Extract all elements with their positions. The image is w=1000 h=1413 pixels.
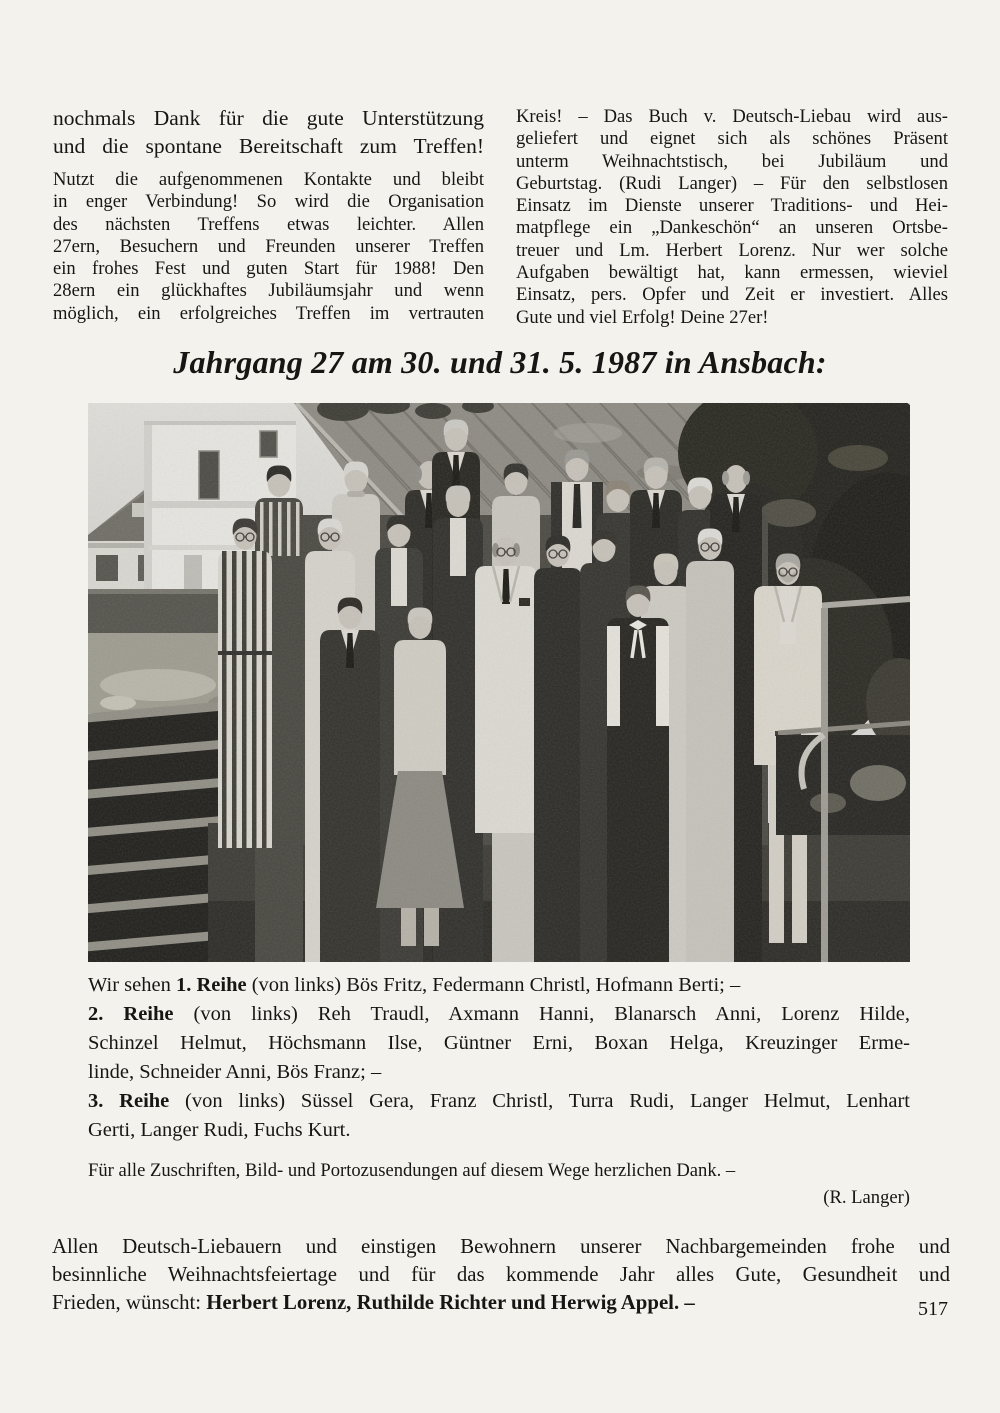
text-line: Gerti, Langer Rudi, Fuchs Kurt.: [88, 1119, 351, 1141]
group-photo: [88, 403, 910, 962]
text-line: 2. Reihe (von links) Reh Traudl, Axmann Hanni, Blanarsch Anni, Lorenz Hilde,: [88, 1003, 910, 1025]
text-line: Geburtstag. (Rudi Langer) – Für den selbstlosen: [516, 172, 948, 194]
text-line: des nächsten Treffens etwas leichter. Allen: [53, 213, 484, 235]
text-line: unterm Weihnachtstisch, bei Jubiläum und: [516, 150, 948, 172]
text-line: und die spontane Bereitschaft zum Treffen!: [53, 134, 484, 158]
text-line: Frieden, wünscht: Herbert Lorenz, Ruthilde Richter und Herwig Appel. –: [52, 1291, 695, 1314]
text-line: Nutzt die aufgenommenen Kontakte und bleibt: [53, 169, 484, 190]
text-line: matpflege ein „Dankeschön“ an unseren Ortsbe-: [516, 217, 948, 239]
article-headline: Jahrgang 27 am 30. und 31. 5. 1987 in Ansbach:: [173, 344, 827, 380]
text-line: ein frohes Fest und guten Start für 1988! Den: [53, 258, 484, 280]
closing-paragraph: [52, 1233, 950, 1317]
text-line: besinnliche Weihnachtsfeiertage und für das kommende Jahr alles Gute, Gesundheit und: [52, 1263, 950, 1286]
text-line: Wir sehen 1. Reihe (von links) Bös Fritz, Federmann Christl, Hofmann Berti; –: [88, 974, 741, 996]
text-line: in enger Verbindung! So wird die Organisation: [53, 191, 484, 213]
text-line: Für alle Zuschriften, Bild- und Portozusendungen auf diesem Wege herzlichen Dank. –: [88, 1160, 736, 1181]
text-line: 27ern, Besuchern und Freunden unserer Treffen: [53, 235, 484, 257]
text-line: treuer und Lm. Herbert Lorenz. Nur wer solche: [516, 239, 948, 261]
text-line: geliefert und eignet sich als schönes Präsent: [516, 128, 948, 150]
text-line: Schinzel Helmut, Höchsmann Ilse, Güntner Erni, Boxan Helga, Kreuzinger Erme-: [88, 1032, 910, 1054]
left-text-column: [53, 104, 484, 325]
text-line: nochmals Dank für die gute Unterstützung: [53, 106, 484, 130]
intro-paragraph: [53, 104, 484, 160]
body-paragraph-left: [53, 169, 484, 325]
text-line: Einsatz im Dienste unserer Traditions- und Hei-: [516, 195, 948, 217]
text-line: (R. Langer): [823, 1187, 910, 1208]
photo-grain: [88, 403, 910, 962]
text-line: Gute und viel Erfolg! Deine 27er!: [516, 306, 769, 328]
text-line: Einsatz, pers. Opfer und Zeit er investiert. Alles: [516, 284, 948, 306]
right-text-column: [516, 106, 948, 329]
photo-caption: [88, 971, 910, 1145]
text-line: 28ern ein glückhaftes Jubiläumsjahr und wenn: [53, 280, 484, 302]
text-line: Kreis! – Das Buch v. Deutsch-Liebau wird aus-: [516, 106, 948, 127]
text-line: Allen Deutsch-Liebauern und einstigen Bewohnern unserer Nachbargemeinden frohe und: [52, 1235, 950, 1258]
acknowledgement: [88, 1157, 910, 1211]
group-photo-illustration: [88, 403, 910, 962]
text-line: linde, Schneider Anni, Bös Franz; –: [88, 1061, 382, 1083]
text-line: 3. Reihe (von links) Süssel Gera, Franz Christl, Turra Rudi, Langer Helmut, Lenhart: [88, 1090, 910, 1112]
text-line: möglich, ein erfolgreiches Treffen im vertrauten: [53, 302, 484, 324]
page-number: 517: [918, 1298, 948, 1320]
text-line: Aufgaben bewältigt hat, kann ermessen, wieviel: [516, 262, 948, 284]
